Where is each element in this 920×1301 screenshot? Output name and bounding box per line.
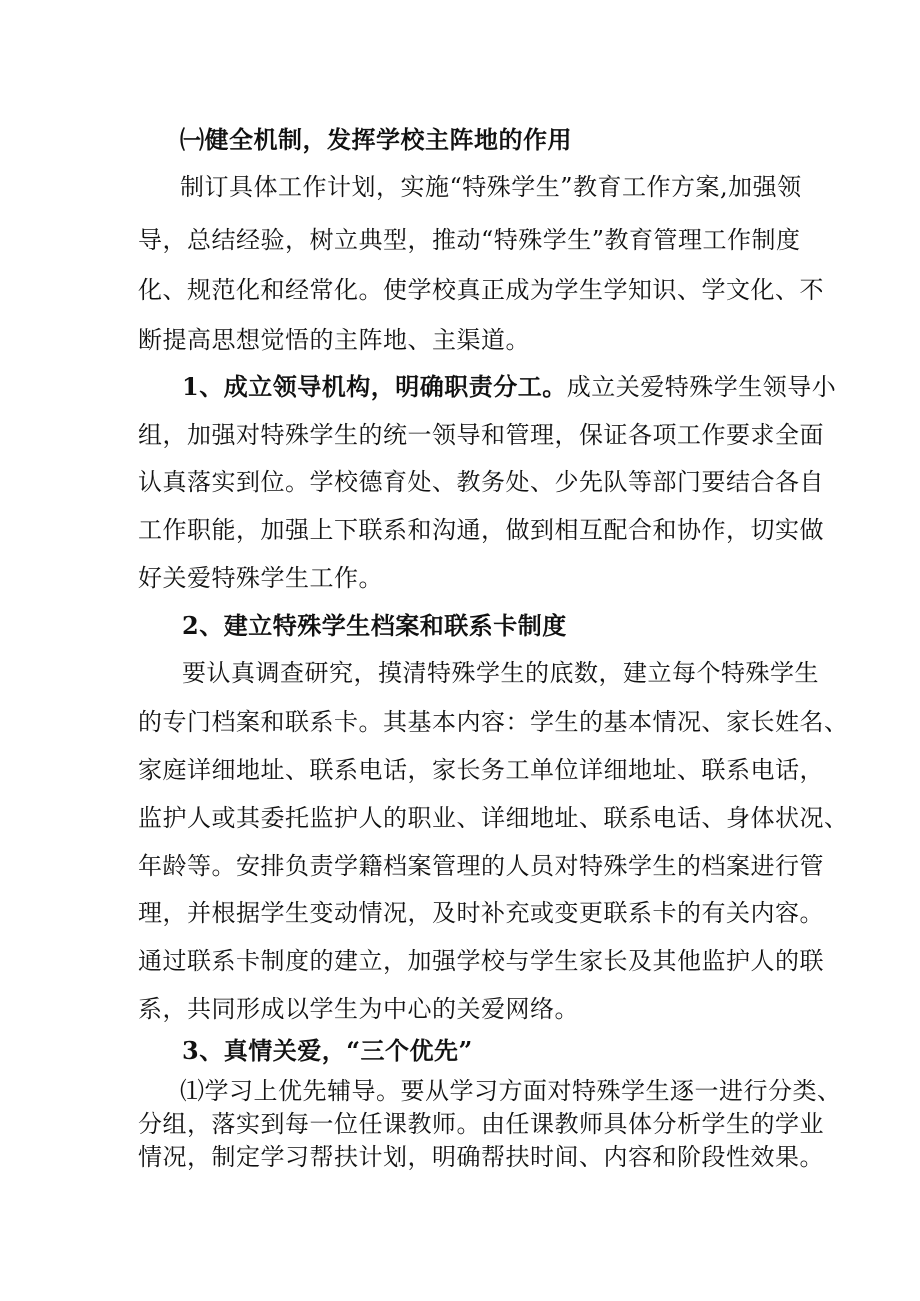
item-3-heading: 3、真情关爱，“三个优先” <box>182 1036 473 1065</box>
paragraph-1-line: 导，总结经验，树立典型，推动“特殊学生”教育管理工作制度 <box>138 226 801 254</box>
item-2-line: 年龄等。安排负责学籍档案管理的人员对特殊学生的档案进行管 <box>138 852 824 880</box>
item-2-line: 的专门档案和联系卡。其基本内容：学生的基本情况、家长姓名、 <box>138 708 849 736</box>
item-1-line: 好关爱特殊学生工作。 <box>138 564 383 592</box>
paragraph-1-line: 化、规范化和经常化。使学校真正成为学生学知识、学文化、不 <box>138 276 824 304</box>
item-2-line: 系，共同形成以学生为中心的关爱网络。 <box>138 995 579 1023</box>
item-2-heading: 2、建立特殊学生档案和联系卡制度 <box>182 611 567 640</box>
item-1-bold-lead: 1、成立领导机构，明确职责分工。 <box>182 372 567 401</box>
item-3-line: ⑴学习上优先辅导。要从学习方面对特殊学生逐一进行分类、 <box>180 1077 842 1105</box>
item-2-line: 监护人或其委托监护人的职业、详细地址、联系电话、身体状况、 <box>138 804 849 832</box>
item-2-line: 要认真调查研究，摸清特殊学生的底数，建立每个特殊学生 <box>182 659 819 687</box>
item-1-first-line <box>182 372 836 402</box>
item-1-line: 组，加强对特殊学生的统一领导和管理，保证各项工作要求全面 <box>138 421 824 449</box>
item-1-line: 认真落实到位。学校德育处、教务处、少先队等部门要结合各自 <box>138 468 824 496</box>
item-1-first-line-rest: 成立关爱特殊学生领导小 <box>566 373 837 401</box>
item-2-line: 家庭详细地址、联系电话，家长务工单位详细地址、联系电话， <box>138 756 824 784</box>
paragraph-1-line: 断提高思想觉悟的主阵地、主渠道。 <box>138 326 530 354</box>
paragraph-1-line: 制订具体工作计划，实施“特殊学生”教育工作方案,加强领 <box>180 173 802 201</box>
item-2-line: 通过联系卡制度的建立，加强学校与学生家长及其他监护人的联 <box>138 947 824 975</box>
item-1-line: 工作职能，加强上下联系和沟通，做到相互配合和协作，切实做 <box>138 516 824 544</box>
section-heading: ㈠健全机制，发挥学校主阵地的作用 <box>180 125 572 154</box>
item-2-line: 理，并根据学生变动情况，及时补充或变更联系卡的有关内容。 <box>138 899 824 927</box>
item-3-line: 分组，落实到每一位任课教师。由任课教师具体分析学生的学业 <box>138 1110 824 1138</box>
item-3-line: 情况，制定学习帮扶计划，明确帮扶时间、内容和阶段性效果。 <box>138 1143 824 1171</box>
